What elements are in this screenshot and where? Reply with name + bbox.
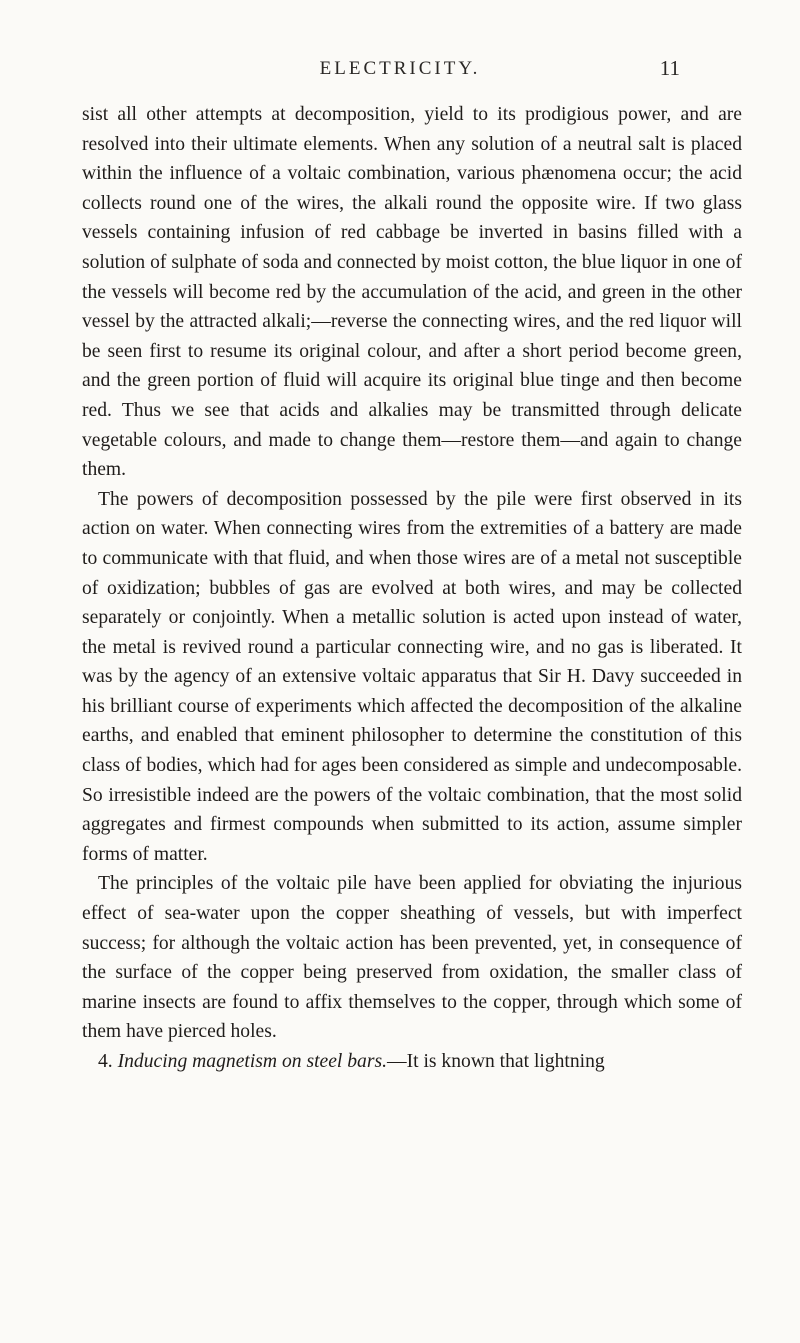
body-text xyxy=(82,100,742,1077)
paragraph-2: The powers of decomposition possessed by the pile were first observed in its action on water. When connecting wires from the extremities of a battery are made to communicate with that fluid, and when those wires are of a metal not susceptible of oxidization; bubbles of gas are evolved at both wires, and may be collected separately or conjointly. When a metallic solution is acted upon instead of water, the metal is revived round a particular connecting wire, and no gas is liberated. It was by the agency of an extensive voltaic apparatus that Sir H. Davy succeeded in his brilliant course of experiments which affected the decomposition of the alkaline earths, and enabled that eminent philosopher to determine the constitution of this class of bodies, which had for ages been considered as simple and undecomposable. So irresistible indeed are the powers of the voltaic combination, that the most solid aggregates and firmest compounds when submitted to its action, assume simpler forms of matter. xyxy=(82,488,742,865)
page-number: 11 xyxy=(659,56,680,80)
section-4-paragraph xyxy=(82,1047,742,1077)
paragraph-3: The principles of the voltaic pile have been applied for obviating the injurious effect of sea-water upon the copper sheathing of vessels, but with imperfect success; for although the voltaic action has been prevented, yet, in consequence of the surface of the copper being preserved from oxidation, the smaller class of marine insects are found to affix themselves to the copper, through which some of them have pierced holes. xyxy=(82,873,742,1043)
running-head: ELECTRICITY. xyxy=(319,58,481,79)
section-number: 4. xyxy=(98,1051,113,1072)
section-text: —It is known that lightning xyxy=(387,1051,605,1072)
paragraph-1: sist all other attempts at decomposition, yield to its prodigious power, and are resolved into their ultimate elements. When any solution of a neutral salt is placed within the influence of a voltaic combination, various phænomena occur; the acid collects round one of the wires, the alkali round the opposite wire. If two glass vessels containing infusion of red cabbage be inverted in basins filled with a solution of sulphate of soda and connected by moist cotton, the blue liquor in one of the vessels will become red by the accumulation of the acid, and green in the other vessel by the attracted alkali;—reverse the connecting wires, and the red liquor will be seen first to resume its original colour, and after a short period become green, and the green portion of fluid will acquire its original blue tinge and then become red. Thus we see that acids and alkalies may be transmitted through delicate vegetable colours, and made to change them—restore them—and again to change them. xyxy=(82,104,742,481)
section-heading: Inducing magnetism on steel bars. xyxy=(117,1051,387,1072)
